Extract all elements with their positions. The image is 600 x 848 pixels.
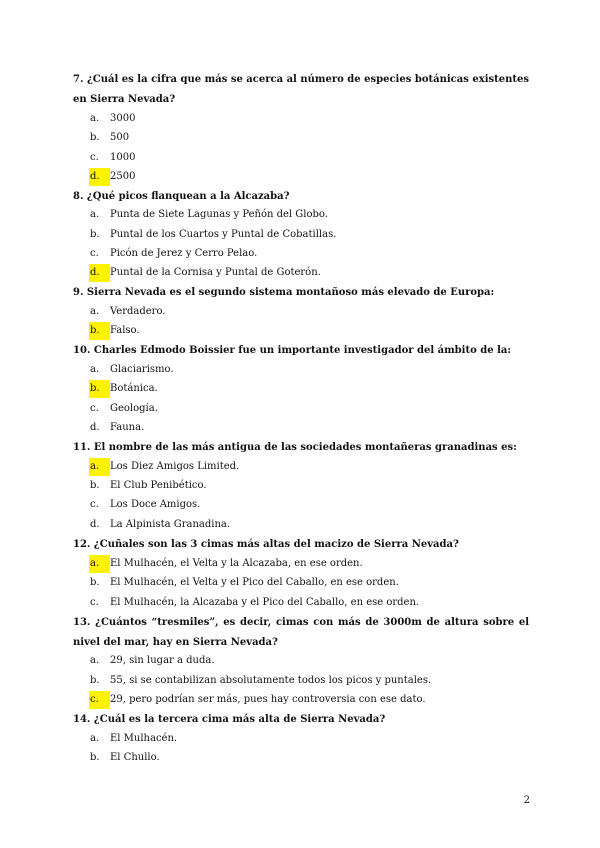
option-8b: b. Puntal de los Cuartos y Puntal de Cobatillas. [90,229,337,240]
option-11b: b. El Club Penibético. [90,480,207,491]
answer-highlight: a. [89,555,110,573]
option-13a: a. 29, sin lugar a duda. [90,655,215,666]
option-7d: d. 2500 [89,168,135,186]
option-13b: b. 55, si se contabilizan absolutamente todos los picos y puntales. [90,675,432,686]
option-7a: a. 3000 [90,113,136,124]
option-12c: c. El Mulhacén, la Alcazaba y el Pico del Caballo, en ese orden. [90,597,420,608]
option-8a: a. Punta de Siete Lagunas y Peñón del Globo. [90,209,328,220]
option-11a: a. Los Diez Amigos Limited. [89,458,239,476]
answer-highlight: b. [89,380,110,398]
option-12a: a. El Mulhacén, el Velta y la Alcazaba, en ese orden. [89,555,363,573]
answer-highlight: c. [89,691,110,709]
option-10d: d. Fauna. [90,422,145,433]
option-10c: c. Geología. [90,403,158,414]
option-11c: c. Los Doce Amigos. [90,499,201,510]
option-10a: a. Glaciarismo. [90,364,174,375]
option-11d: d. La Alpinista Granadina. [90,519,231,530]
question-11: 11. El nombre de las más antigua de las sociedades montañeras granadinas es: [73,442,517,453]
option-8c: c. Picón de Jerez y Cerro Pelao. [90,248,258,259]
option-9b: b. Falso. [89,322,140,340]
question-13: 13. ¿Cuántos “tresmiles”, es decir, cimas con más de 3000m de altura sobre el nivel del mar, hay en Sierra Nevada? [73,617,529,648]
option-10b: b. Botánica. [89,380,158,398]
option-9a: a. Verdadero. [90,306,166,317]
question-14: 14. ¿Cuál es la tercera cima más alta de Sierra Nevada? [73,714,386,725]
question-12: 12. ¿Cuñales son las 3 cimas más altas del macizo de Sierra Nevada? [73,539,459,550]
option-14a: a. El Mulhacén. [90,733,178,744]
question-7: 7. ¿Cuál es la cifra que más se acerca al número de especies botánicas existentes en Sierra Nevada? [73,74,529,105]
answer-highlight: a. [89,458,110,476]
option-7c: c. 1000 [90,152,136,163]
answer-highlight: d. [89,168,110,186]
question-9: 9. Sierra Nevada es el segundo sistema montañoso más elevado de Europa: [73,287,495,298]
question-10: 10. Charles Edmodo Boissier fue un importante investigador del ámbito de la: [73,345,512,356]
answer-highlight: b. [89,322,110,340]
option-12b: b. El Mulhacén, el Velta y el Pico del Caballo, en ese orden. [90,577,399,588]
option-7b: b. 500 [90,132,130,143]
option-8d: d. Puntal de la Cornisa y Puntal de Goterón. [89,264,321,282]
page-number: 2 [523,795,530,806]
answer-highlight: d. [89,264,110,282]
question-8: 8. ¿Qué picos flanquean a la Alcazaba? [73,191,290,202]
option-14b: b. El Chullo. [90,752,160,763]
option-13c: c. 29, pero podrían ser más, pues hay controversia con ese dato. [89,691,426,709]
